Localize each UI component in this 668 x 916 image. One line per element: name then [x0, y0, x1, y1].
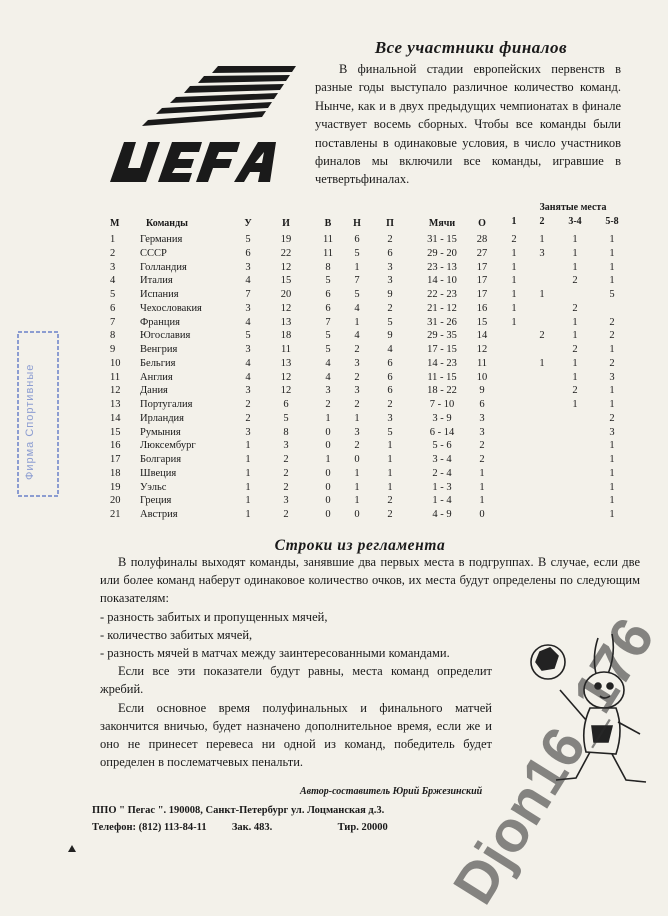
cell-l: 9 [387, 330, 393, 342]
table-row [110, 440, 630, 453]
cell-l: 6 [387, 371, 393, 383]
cell-goals: 2 - 4 [432, 467, 452, 479]
cell-team: Голландия [140, 261, 187, 273]
cell-p58: 1 [609, 440, 615, 452]
table-header-row [110, 218, 630, 232]
imprint-order: Зак. 483. [231, 822, 273, 833]
cell-team: Люксембург [140, 440, 196, 452]
cell-m: 8 [110, 330, 116, 342]
cell-goals: 31 - 26 [427, 316, 457, 328]
cell-d: 5 [354, 247, 360, 259]
imprint-address: ППО " Пегас ". 190008, Санкт-Петербург ул. Лоцманская д.3. [92, 805, 385, 816]
table-row [110, 495, 630, 508]
cell-goals: 29 - 35 [427, 330, 457, 342]
table-row [110, 399, 630, 412]
watermark-text: Djon16_176 [440, 607, 667, 915]
cell-p2: 2 [539, 330, 545, 342]
cell-u: 4 [245, 275, 251, 287]
cell-d: 3 [354, 385, 360, 397]
cell-d: 1 [354, 495, 360, 507]
cell-u: 3 [245, 426, 251, 438]
cell-d: 6 [354, 234, 360, 245]
cell-d: 1 [354, 412, 360, 424]
cell-o: 1 [479, 481, 485, 493]
cell-goals: 21 - 12 [427, 302, 457, 314]
cell-u: 4 [245, 316, 251, 328]
cell-u: 5 [245, 330, 251, 342]
cell-goals: 18 - 22 [427, 385, 457, 397]
logo-text: UEFA [100, 51, 141, 68]
cell-u: 6 [245, 247, 251, 259]
cell-o: 2 [479, 440, 485, 452]
table-row [110, 234, 630, 247]
cell-d: 4 [354, 302, 360, 314]
cell-o: 9 [479, 385, 485, 397]
page-marker [68, 845, 76, 852]
cell-u: 4 [245, 371, 251, 383]
cell-p2: 1 [539, 234, 545, 245]
cell-p58: 1 [609, 509, 615, 520]
places-header: Занятые места [539, 202, 607, 213]
cell-w: 0 [325, 467, 331, 479]
cell-m: 4 [110, 275, 116, 287]
stamp-text: Фирма Спортивные [24, 363, 36, 480]
cell-team: Уэльс [140, 481, 167, 493]
cell-l: 6 [387, 357, 393, 369]
cell-u: 1 [245, 467, 251, 479]
cell-m: 7 [110, 316, 116, 328]
cell-o: 14 [476, 330, 488, 342]
cell-p58: 1 [609, 344, 615, 355]
cell-team: Италия [140, 275, 173, 287]
cell-l: 2 [387, 495, 393, 507]
table-row [110, 303, 630, 316]
table-row [110, 509, 630, 522]
cell-p1: 1 [511, 289, 517, 300]
cell-i: 3 [283, 440, 289, 452]
cell-i: 12 [280, 261, 292, 273]
cell-u: 7 [245, 289, 251, 300]
cell-p2: 1 [539, 357, 545, 369]
cell-m: 13 [110, 399, 121, 410]
cell-p58: 1 [609, 454, 615, 465]
cell-goals: 23 - 13 [427, 261, 457, 273]
cell-goals: 5 - 6 [432, 440, 452, 452]
cell-w: 4 [325, 357, 331, 369]
cell-l: 3 [387, 261, 393, 273]
cell-d: 3 [354, 426, 360, 438]
cell-i: 6 [283, 399, 289, 410]
cell-w: 8 [325, 261, 331, 273]
table-row [110, 317, 630, 330]
col-header-team: Команды [146, 218, 188, 229]
cell-m: 2 [110, 247, 116, 259]
cell-p58: 3 [609, 426, 615, 438]
cell-p58: 3 [609, 371, 615, 383]
cell-i: 12 [280, 371, 292, 383]
rules-paragraph: В полуфиналы выходят команды, занявшие два первых места в подгруппах. В случае, если две или более команд наберут одинаковое количество очков, их места будут определены по следующим показателям: [100, 555, 640, 606]
cell-team: Ирландия [140, 412, 185, 424]
cell-p58: 1 [609, 234, 615, 245]
cell-w: 5 [325, 344, 331, 355]
rules-paragraph: Если основное время полуфинальных и финального матчей закончится вничью, будет назначено дополнительное время, если же и оно не принесет перевеса ни одной из команд, победитель будет определен в послематчевых пенальти. [100, 700, 492, 770]
table-row [110, 385, 630, 398]
cell-w: 2 [325, 399, 331, 410]
cell-team: Греция [140, 495, 172, 507]
cell-d: 1 [354, 261, 360, 273]
cell-i: 3 [283, 495, 289, 507]
cell-team: Румыния [140, 426, 181, 438]
cell-i: 2 [283, 481, 289, 493]
cell-w: 11 [322, 234, 334, 245]
cell-p58: 1 [609, 247, 615, 259]
cell-team: Болгария [140, 454, 182, 465]
cell-o: 15 [476, 316, 488, 328]
cell-l: 2 [387, 509, 393, 520]
cell-p34: 2 [572, 344, 578, 355]
cell-o: 2 [479, 454, 485, 465]
cell-goals: 7 - 10 [429, 399, 455, 410]
cell-goals: 4 - 9 [432, 509, 452, 520]
cell-p58: 1 [609, 467, 615, 479]
cell-d: 2 [354, 399, 360, 410]
cell-team: Франция [140, 316, 180, 328]
cell-u: 1 [245, 509, 251, 520]
cell-d: 0 [354, 509, 360, 520]
cell-goals: 6 - 14 [429, 426, 455, 438]
cell-i: 5 [283, 412, 289, 424]
cell-u: 1 [245, 440, 251, 452]
cell-m: 15 [110, 426, 121, 438]
cell-l: 1 [387, 481, 393, 493]
cell-p1: 2 [511, 234, 517, 245]
col-header-p1: 1 [511, 216, 517, 227]
cell-w: 11 [322, 247, 334, 259]
cell-p1: 1 [511, 302, 517, 314]
cell-team: Англия [140, 371, 173, 383]
table-row [110, 262, 630, 275]
cell-p58: 1 [609, 495, 615, 507]
cell-l: 2 [387, 302, 393, 314]
cell-p1: 1 [511, 316, 517, 328]
cell-d: 0 [354, 454, 360, 465]
cell-goals: 1 - 3 [432, 481, 452, 493]
cell-u: 5 [245, 234, 251, 245]
cell-l: 6 [387, 385, 393, 397]
cell-goals: 29 - 20 [427, 247, 457, 259]
cell-m: 3 [110, 261, 116, 273]
cell-m: 1 [110, 234, 116, 245]
cell-p34: 2 [572, 275, 578, 287]
col-header-m: М [110, 218, 120, 229]
cell-o: 27 [476, 247, 488, 259]
library-stamp [16, 330, 62, 500]
table-row [110, 372, 630, 385]
col-header-u: У [244, 218, 252, 229]
cell-l: 5 [387, 316, 393, 328]
rules-paragraph: Если все эти показатели будут равны, места команд определит жребий. [100, 664, 492, 697]
cell-m: 9 [110, 344, 116, 355]
cell-team: Венгрия [140, 344, 178, 355]
cell-w: 6 [325, 302, 331, 314]
cell-o: 17 [476, 275, 488, 287]
cell-o: 11 [476, 357, 488, 369]
cell-p2: 3 [539, 247, 545, 259]
cell-m: 5 [110, 289, 116, 300]
cell-m: 11 [110, 371, 121, 383]
cell-p34: 1 [572, 399, 578, 410]
cell-d: 4 [354, 330, 360, 342]
cell-l: 1 [387, 467, 393, 479]
cell-p1: 1 [511, 247, 517, 259]
cell-o: 6 [479, 399, 485, 410]
cell-d: 2 [354, 371, 360, 383]
cell-team: Дания [140, 385, 168, 397]
cell-o: 10 [476, 371, 488, 383]
cell-p58: 1 [609, 481, 615, 493]
cell-d: 2 [354, 440, 360, 452]
cell-goals: 17 - 15 [427, 344, 457, 355]
cell-i: 20 [280, 289, 292, 300]
col-header-o: О [478, 218, 486, 229]
cell-o: 17 [476, 261, 488, 273]
cell-p2: 1 [539, 289, 545, 300]
cell-l: 1 [387, 440, 393, 452]
cell-goals: 3 - 9 [432, 412, 452, 424]
rules-title: Строки из регламента [274, 537, 446, 554]
cell-i: 13 [280, 357, 292, 369]
cell-p58: 1 [609, 399, 615, 410]
col-header-d: Н [353, 218, 361, 229]
table-row [110, 413, 630, 426]
cell-u: 3 [245, 344, 251, 355]
rules-bullet: - количество забитых мячей, [100, 627, 253, 642]
imprint-phone: Телефон: (812) 113-84-11 [92, 822, 207, 833]
watermark-area [400, 560, 667, 915]
cell-p34: 1 [572, 330, 578, 342]
cell-m: 17 [110, 454, 121, 465]
cell-p58: 2 [609, 316, 615, 328]
cell-team: Португалия [140, 399, 193, 410]
cell-w: 1 [325, 412, 331, 424]
imprint [92, 802, 388, 836]
cell-p58: 1 [609, 275, 615, 287]
cell-goals: 11 - 15 [427, 371, 457, 383]
cell-goals: 22 - 23 [427, 289, 457, 300]
cell-m: 10 [110, 357, 121, 369]
cell-o: 1 [479, 495, 485, 507]
cell-u: 4 [245, 357, 251, 369]
intro-paragraph [315, 60, 621, 189]
cell-d: 7 [354, 275, 360, 287]
cell-goals: 14 - 10 [427, 275, 457, 287]
table-row [110, 468, 630, 481]
cell-goals: 1 - 4 [432, 495, 452, 507]
cell-o: 16 [476, 302, 488, 314]
cell-d: 1 [354, 316, 360, 328]
cell-l: 5 [387, 426, 393, 438]
author-line: Автор-составитель Юрий Бржезинский [300, 786, 483, 797]
cell-team: Чехословакия [140, 302, 202, 314]
uefa-logo [100, 51, 300, 194]
cell-p34: 2 [572, 302, 578, 314]
cell-w: 0 [325, 426, 331, 438]
cell-p34: 1 [572, 316, 578, 328]
col-header-w: В [324, 218, 332, 229]
cell-d: 1 [354, 467, 360, 479]
cell-p58: 1 [609, 385, 615, 397]
cell-o: 17 [476, 289, 488, 300]
col-header-p58: 5-8 [605, 216, 619, 227]
cell-i: 12 [280, 302, 292, 314]
cell-u: 2 [245, 412, 251, 424]
table-row [110, 482, 630, 495]
cell-m: 6 [110, 302, 116, 314]
cell-u: 2 [245, 399, 251, 410]
cell-team: СССР [140, 247, 167, 259]
cell-m: 14 [110, 412, 121, 424]
cell-team: Югославия [140, 330, 191, 342]
cell-u: 1 [245, 481, 251, 493]
col-header-i: И [282, 218, 290, 229]
table-row [110, 344, 630, 357]
imprint-print-run: Тир. 20000 [337, 822, 388, 833]
cell-o: 3 [479, 412, 485, 424]
cell-w: 0 [325, 509, 331, 520]
cell-l: 6 [387, 247, 393, 259]
table-row [110, 427, 630, 440]
cell-w: 6 [325, 289, 331, 300]
cell-i: 13 [280, 316, 292, 328]
cell-u: 1 [245, 495, 251, 507]
cell-goals: 3 - 4 [432, 454, 452, 465]
cell-p34: 2 [572, 385, 578, 397]
cell-m: 20 [110, 495, 121, 507]
rules-bullet: - разность мячей в матчах между заинтересованными командами. [100, 646, 450, 661]
cell-l: 9 [387, 289, 393, 300]
cell-i: 2 [283, 467, 289, 479]
cell-p58: 1 [609, 261, 615, 273]
cell-d: 3 [354, 357, 360, 369]
cell-goals: 31 - 15 [427, 234, 457, 245]
cell-u: 3 [245, 302, 251, 314]
cell-p34: 1 [572, 357, 578, 369]
cell-o: 3 [479, 426, 485, 438]
cell-o: 0 [479, 509, 485, 520]
intro-text: В финальной стадии европейских первенств в разные годы выступало различное количество команд. Нынче, как и в двух предыдущих чемпионатах в финале участвует восемь сборных. Чтобы все команды были поставлены в одинаковые условия, в число участников финалов мы включили все команды, игравшие в четвертьфиналах. [315, 62, 621, 187]
cell-p34: 1 [572, 371, 578, 383]
cell-i: 15 [280, 275, 292, 287]
cell-w: 5 [325, 330, 331, 342]
cell-w: 7 [325, 316, 331, 328]
table-row [110, 454, 630, 467]
cell-w: 0 [325, 495, 331, 507]
col-header-l: П [386, 218, 394, 229]
cell-m: 18 [110, 467, 121, 479]
cell-l: 2 [387, 399, 393, 410]
col-header-p2: 2 [539, 216, 545, 227]
col-header-p34: 3-4 [568, 216, 582, 227]
cell-p1: 1 [511, 261, 517, 273]
page-title: Все участники финалов [374, 38, 568, 57]
cell-p34: 1 [572, 261, 578, 273]
cell-w: 0 [325, 440, 331, 452]
cell-p34: 1 [572, 234, 578, 245]
cell-p58: 2 [609, 330, 615, 342]
table-row [110, 275, 630, 288]
cell-w: 4 [325, 371, 331, 383]
cell-m: 19 [110, 481, 121, 493]
cell-i: 2 [283, 454, 289, 465]
cell-d: 2 [354, 344, 360, 355]
cell-p58: 2 [609, 357, 615, 369]
cell-i: 18 [280, 330, 292, 342]
cell-p34: 1 [572, 247, 578, 259]
cell-i: 2 [283, 509, 289, 520]
cell-u: 1 [245, 454, 251, 465]
cell-u: 3 [245, 385, 251, 397]
cell-l: 1 [387, 454, 393, 465]
cell-m: 16 [110, 440, 121, 452]
cell-d: 1 [354, 481, 360, 493]
cell-i: 8 [283, 426, 289, 438]
cell-l: 2 [387, 234, 393, 245]
cell-w: 0 [325, 481, 331, 493]
cell-w: 5 [325, 275, 331, 287]
cell-d: 5 [354, 289, 360, 300]
cell-w: 3 [325, 385, 331, 397]
table-row [110, 330, 630, 343]
cell-team: Австрия [140, 509, 178, 520]
cell-team: Бельгия [140, 357, 176, 369]
cell-o: 28 [476, 234, 488, 245]
cell-l: 3 [387, 275, 393, 287]
cell-m: 21 [110, 509, 121, 520]
table-row [110, 289, 630, 302]
cell-p58: 2 [609, 412, 615, 424]
cell-i: 19 [280, 234, 292, 245]
cell-p58: 5 [609, 289, 615, 300]
table-row [110, 358, 630, 371]
rules-bullet: - разность забитых и пропущенных мячей, [100, 609, 328, 624]
cell-m: 12 [110, 385, 121, 397]
cell-w: 1 [325, 454, 331, 465]
cell-l: 4 [387, 344, 393, 355]
cell-goals: 14 - 23 [427, 357, 457, 369]
cell-team: Испания [140, 289, 179, 300]
table-row [110, 248, 630, 261]
cell-o: 12 [476, 344, 488, 355]
cell-team: Германия [140, 234, 183, 245]
cell-u: 3 [245, 261, 251, 273]
cell-p1: 1 [511, 275, 517, 287]
cell-o: 1 [479, 467, 485, 479]
col-header-goals: Мячи [428, 218, 456, 229]
cell-i: 22 [280, 247, 292, 259]
cell-i: 12 [280, 385, 292, 397]
cell-l: 3 [387, 412, 393, 424]
cell-team: Швеция [140, 467, 177, 479]
cell-i: 11 [280, 344, 292, 355]
imprint-details [92, 819, 388, 836]
